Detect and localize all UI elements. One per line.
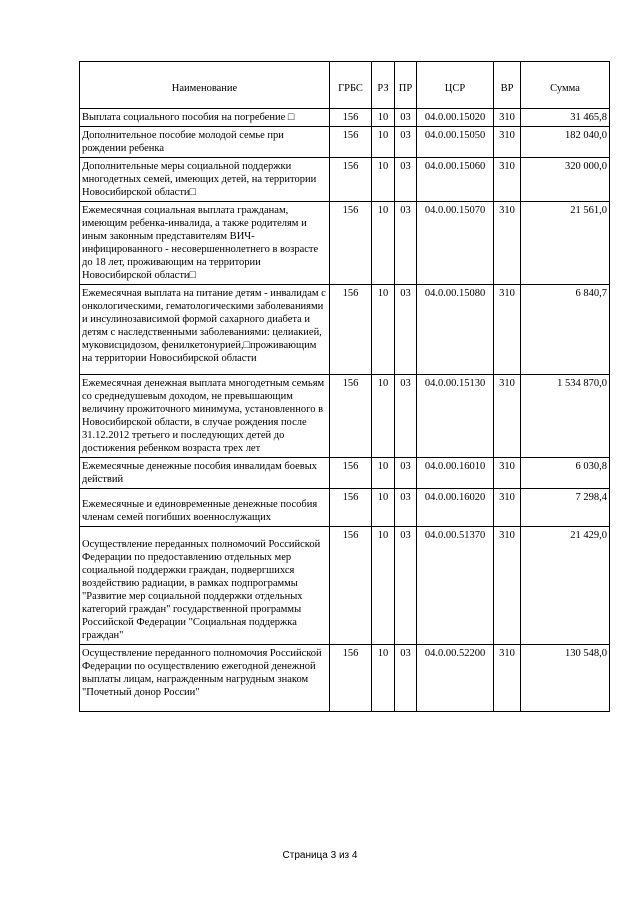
table-row	[80, 109, 610, 127]
row-vr: 310	[494, 202, 521, 285]
row-sum: 1 534 870,0	[521, 375, 610, 458]
row-name: Ежемесячная денежная выплата многодетным семьям со среднедушевым доходом, не превышающим величину прожиточного минимума, установленного в Новосибирской области, в случае рождения после 31.12.2012 третьего и последующих детей до достижения ребенком возраста трех лет	[80, 375, 330, 458]
row-csr: 04.0.00.16010	[417, 458, 494, 489]
row-pr: 03	[395, 489, 417, 527]
row-csr: 04.0.00.52200	[417, 645, 494, 712]
table-row	[80, 202, 610, 285]
table-row	[80, 375, 610, 458]
row-rz: 10	[372, 109, 395, 127]
row-rz: 10	[372, 527, 395, 645]
row-pr: 03	[395, 285, 417, 375]
row-name: Осуществление переданного полномочия Российской Федерации по осуществлению ежегодной денежной выплаты лицам, награжденным нагрудным знаком "Почетный донор России"	[80, 645, 330, 712]
row-pr: 03	[395, 458, 417, 489]
row-grbs: 156	[330, 458, 372, 489]
row-sum: 320 000,0	[521, 158, 610, 202]
row-name: Выплата социального пособия на погребение □	[80, 109, 330, 127]
row-rz: 10	[372, 158, 395, 202]
row-grbs: 156	[330, 375, 372, 458]
header-sum: Сумма	[521, 62, 610, 109]
row-vr: 310	[494, 285, 521, 375]
row-csr: 04.0.00.15050	[417, 127, 494, 158]
row-vr: 310	[494, 158, 521, 202]
row-name: Осуществление переданных полномочий Российской Федерации по предоставлению отдельных мер социальной поддержки граждан, подвергшихся воздействию радиации, в рамках подпрограммы "Развитие мер социальной поддержки отдельных категорий граждан" государственной программы Российской Федерации "Социальная поддержка граждан"	[80, 527, 330, 645]
row-pr: 03	[395, 202, 417, 285]
budget-table	[79, 61, 610, 712]
row-rz: 10	[372, 202, 395, 285]
row-pr: 03	[395, 645, 417, 712]
header-pr: ПР	[395, 62, 417, 109]
row-csr: 04.0.00.16020	[417, 489, 494, 527]
row-sum: 21 429,0	[521, 527, 610, 645]
row-name: Ежемесячная выплата на питание детям - инвалидам с онкологическими, гематологическими заболеваниями и инсулинозависимой формой сахарного диабета и детям с наследственными заболеваниями: целиакией, муковисцидозом, фенилкетонурией,□проживающим на территории Новосибирской области	[80, 285, 330, 375]
table-row	[80, 527, 610, 645]
row-pr: 03	[395, 158, 417, 202]
row-rz: 10	[372, 458, 395, 489]
row-rz: 10	[372, 127, 395, 158]
row-vr: 310	[494, 127, 521, 158]
row-name: Ежемесячные денежные пособия инвалидам боевых действий	[80, 458, 330, 489]
row-vr: 310	[494, 527, 521, 645]
row-sum: 182 040,0	[521, 127, 610, 158]
row-grbs: 156	[330, 285, 372, 375]
row-csr: 04.0.00.15020	[417, 109, 494, 127]
header-csr: ЦСР	[417, 62, 494, 109]
row-grbs: 156	[330, 645, 372, 712]
row-rz: 10	[372, 489, 395, 527]
row-name: Ежемесячная социальная выплата гражданам, имеющим ребенка-инвалида, а также родителям и иным законным представителям ВИЧ-инфицированного - несовершеннолетнего в возрасте до 18 лет, проживающим на территории Новосибирской области□	[80, 202, 330, 285]
row-pr: 03	[395, 375, 417, 458]
row-csr: 04.0.00.51370	[417, 527, 494, 645]
row-name: Дополнительное пособие молодой семье при рождении ребенка	[80, 127, 330, 158]
table-row	[80, 645, 610, 712]
row-sum: 31 465,8	[521, 109, 610, 127]
table-row	[80, 127, 610, 158]
row-sum: 130 548,0	[521, 645, 610, 712]
row-sum: 6 030,8	[521, 458, 610, 489]
header-name: Наименование	[80, 62, 330, 109]
row-vr: 310	[494, 645, 521, 712]
row-grbs: 156	[330, 109, 372, 127]
row-csr: 04.0.00.15080	[417, 285, 494, 375]
header-vr: ВР	[494, 62, 521, 109]
table-row	[80, 285, 610, 375]
row-grbs: 156	[330, 158, 372, 202]
row-pr: 03	[395, 109, 417, 127]
row-rz: 10	[372, 285, 395, 375]
table-header-row	[80, 62, 610, 109]
row-vr: 310	[494, 109, 521, 127]
table-row	[80, 158, 610, 202]
row-csr: 04.0.00.15070	[417, 202, 494, 285]
row-grbs: 156	[330, 202, 372, 285]
row-rz: 10	[372, 645, 395, 712]
page-number: Страница 3 из 4	[282, 850, 358, 861]
row-grbs: 156	[330, 489, 372, 527]
row-grbs: 156	[330, 127, 372, 158]
row-pr: 03	[395, 127, 417, 158]
row-csr: 04.0.00.15130	[417, 375, 494, 458]
header-rz: РЗ	[372, 62, 395, 109]
table-row	[80, 458, 610, 489]
row-vr: 310	[494, 489, 521, 527]
row-vr: 310	[494, 375, 521, 458]
row-grbs: 156	[330, 527, 372, 645]
table-row	[80, 489, 610, 527]
row-vr: 310	[494, 458, 521, 489]
row-sum: 6 840,7	[521, 285, 610, 375]
row-pr: 03	[395, 527, 417, 645]
row-csr: 04.0.00.15060	[417, 158, 494, 202]
header-grbs: ГРБС	[330, 62, 372, 109]
row-name: Дополнительные меры социальной поддержки многодетных семей, имеющих детей, на территории Новосибирской области□	[80, 158, 330, 202]
row-name: Ежемесячные и единовременные денежные пособия членам семей погибших военнослужащих	[80, 489, 330, 527]
row-sum: 21 561,0	[521, 202, 610, 285]
row-rz: 10	[372, 375, 395, 458]
row-sum: 7 298,4	[521, 489, 610, 527]
